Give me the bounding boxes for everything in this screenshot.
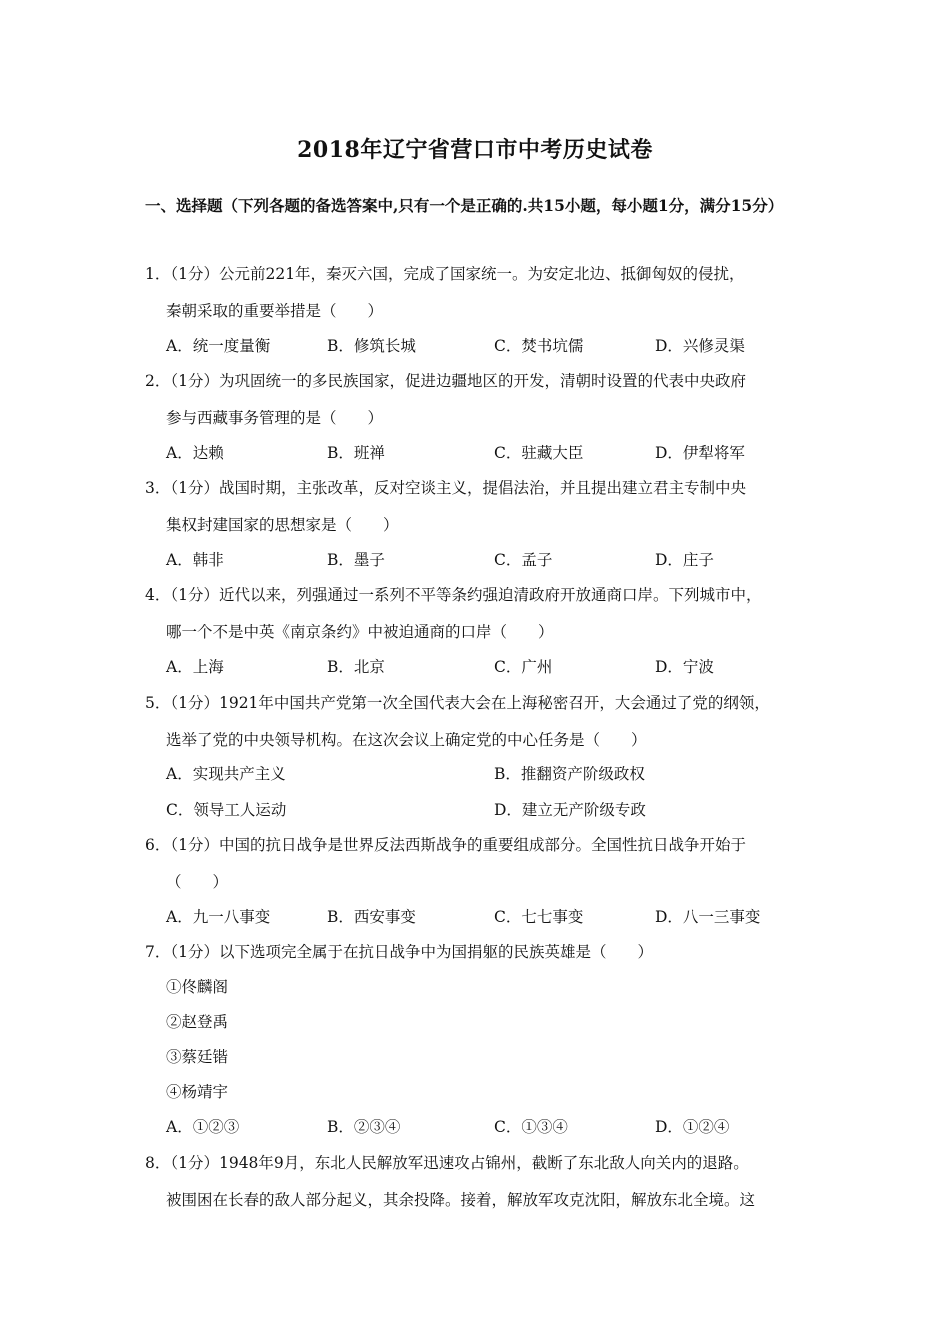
- question-2-option-a: A．达赖: [166, 444, 224, 462]
- question-7-item-4: ④杨靖宇: [166, 1083, 229, 1101]
- question-2-option-d: D．伊犁将军: [655, 444, 745, 462]
- question-4-option-a: A．上海: [166, 658, 224, 676]
- page-title: 2018年辽宁省营口市中考历史试卷: [297, 137, 653, 163]
- question-7-option-d: D．①②④: [655, 1118, 730, 1136]
- question-3-option-c: C．孟子: [494, 551, 553, 569]
- question-6-line-2: （ ）: [166, 873, 229, 891]
- question-4-option-b: B．北京: [327, 658, 385, 676]
- question-3-option-a: A．韩非: [166, 551, 224, 569]
- question-6-option-d: D．八一三事变: [655, 908, 761, 926]
- question-3-line-2: 集权封建国家的思想家是（ ）: [166, 516, 399, 534]
- question-5-option-c: C．领导工人运动: [166, 801, 287, 819]
- question-7-option-c: C．①③④: [494, 1118, 568, 1136]
- question-7-line-1: 7．（1分）以下选项完全属于在抗日战争中为国捐躯的民族英雄是（ ）: [145, 943, 653, 961]
- question-7-option-a: A．①②③: [166, 1118, 240, 1136]
- question-2-option-c: C．驻藏大臣: [494, 444, 584, 462]
- question-5-line-2: 选举了党的中央领导机构。在这次会议上确定党的中心任务是（ ）: [166, 731, 647, 749]
- question-6-option-b: B．西安事变: [327, 908, 416, 926]
- question-7-item-2: ②赵登禹: [166, 1013, 229, 1031]
- question-4-option-c: C．广州: [494, 658, 553, 676]
- question-1-option-b: B．修筑长城: [327, 337, 416, 355]
- question-5-line-1: 5．（1分）1921年中国共产党第一次全国代表大会在上海秘密召开，大会通过了党的纲领，: [145, 694, 770, 712]
- question-1-option-a: A．统一度量衡: [166, 337, 271, 355]
- question-5-option-a: A．实现共产主义: [166, 765, 286, 783]
- question-1-option-d: D．兴修灵渠: [655, 337, 745, 355]
- question-3-option-b: B．墨子: [327, 551, 385, 569]
- question-3-line-1: 3．（1分）战国时期，主张改革，反对空谈主义，提倡法治，并且提出建立君主专制中央: [145, 479, 746, 497]
- question-7-option-b: B．②③④: [327, 1118, 401, 1136]
- question-7-item-1: ①佟麟阁: [166, 978, 229, 996]
- question-8-line-1: 8．（1分）1948年9月，东北人民解放军迅速攻占锦州，截断了东北敌人向关内的退路。: [145, 1154, 749, 1172]
- question-2-line-1: 2．（1分）为巩固统一的多民族国家，促进边疆地区的开发，清朝时设置的代表中央政府: [145, 372, 746, 390]
- question-6-option-a: A．九一八事变: [166, 908, 271, 926]
- question-4-line-2: 哪一个不是中英《南京条约》中被迫通商的口岸（ ）: [166, 623, 554, 641]
- question-1-option-c: C．焚书坑儒: [494, 337, 584, 355]
- question-4-option-d: D．宁波: [655, 658, 714, 676]
- question-2-option-b: B．班禅: [327, 444, 385, 462]
- question-6-line-1: 6．（1分）中国的抗日战争是世界反法西斯战争的重要组成部分。全国性抗日战争开始于: [145, 836, 746, 854]
- question-1-line-1: 1．（1分）公元前221年，秦灭六国，完成了国家统一。为安定北边、抵御匈奴的侵扰，: [145, 265, 745, 283]
- question-5-option-b: B．推翻资产阶级政权: [494, 765, 645, 783]
- question-4-line-1: 4．（1分）近代以来，列强通过一系列不平等条约强迫清政府开放通商口岸。下列城市中，: [145, 586, 762, 604]
- section-heading: 一、选择题（下列各题的备选答案中,只有一个是正确的.共15小题，每小题1分，满分15分）: [145, 196, 784, 215]
- question-8-line-2: 被围困在长春的敌人部分起义，其余投降。接着，解放军攻克沈阳，解放东北全境。这: [166, 1191, 756, 1209]
- question-3-option-d: D．庄子: [655, 551, 714, 569]
- question-2-line-2: 参与西藏事务管理的是（ ）: [166, 409, 384, 427]
- question-1-line-2: 秦朝采取的重要举措是（ ）: [166, 302, 384, 320]
- question-7-item-3: ③蔡廷锴: [166, 1048, 229, 1066]
- question-6-option-c: C．七七事变: [494, 908, 584, 926]
- question-5-option-d: D．建立无产阶级专政: [494, 801, 646, 819]
